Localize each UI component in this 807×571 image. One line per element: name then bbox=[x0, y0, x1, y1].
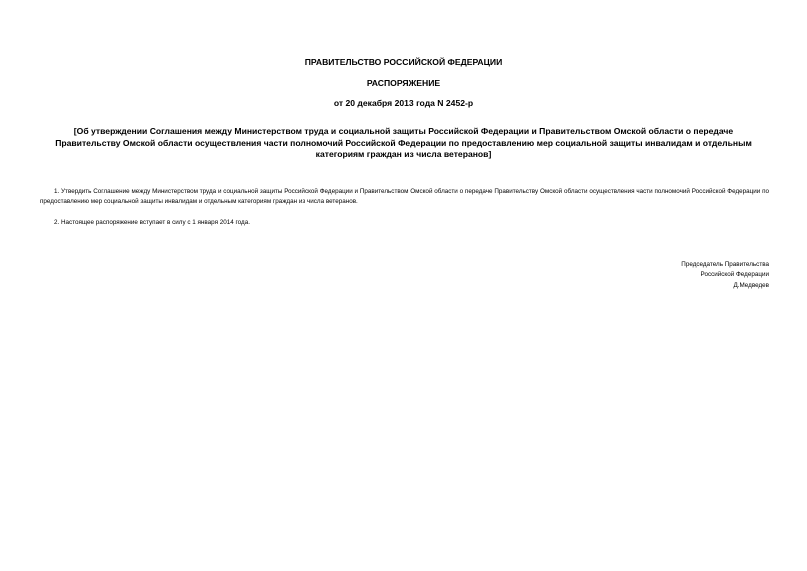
date-number-heading: от 20 декабря 2013 года N 2452-р bbox=[333, 98, 474, 108]
document-type-heading: РАСПОРЯЖЕНИЕ bbox=[366, 78, 441, 88]
document-title: [Об утверждении Соглашения между Министерством труда и социальной защиты Российской Федерации и Правительством Омской области о передаче Правительству Омской области осуществления части полномочий Российской Федерации по предоставлению мер социальной защиты инвалидам и отдельным категориям граждан из числа ветеранов] bbox=[55, 126, 752, 159]
signature-position-line1: Председатель Правительства bbox=[681, 261, 769, 268]
signature-name: Д.Медведев bbox=[733, 282, 769, 289]
signature-position-line2: Российской Федерации bbox=[700, 271, 769, 278]
paragraph-2: 2. Настоящее распоряжение вступает в силу с 1 января 2014 года. bbox=[54, 219, 250, 226]
government-heading: ПРАВИТЕЛЬСТВО РОССИЙСКОЙ ФЕДЕРАЦИИ bbox=[304, 57, 503, 67]
paragraph-1: 1. Утвердить Соглашение между Министерством труда и социальной защиты Российской Федерации и Правительством Омской области о передаче Правительству Омской области осуществления части полномочий Российской Федерации по предоставлению мер социальной защиты инвалидам и отдельным категориям граждан из числа ветеранов. bbox=[40, 188, 769, 205]
